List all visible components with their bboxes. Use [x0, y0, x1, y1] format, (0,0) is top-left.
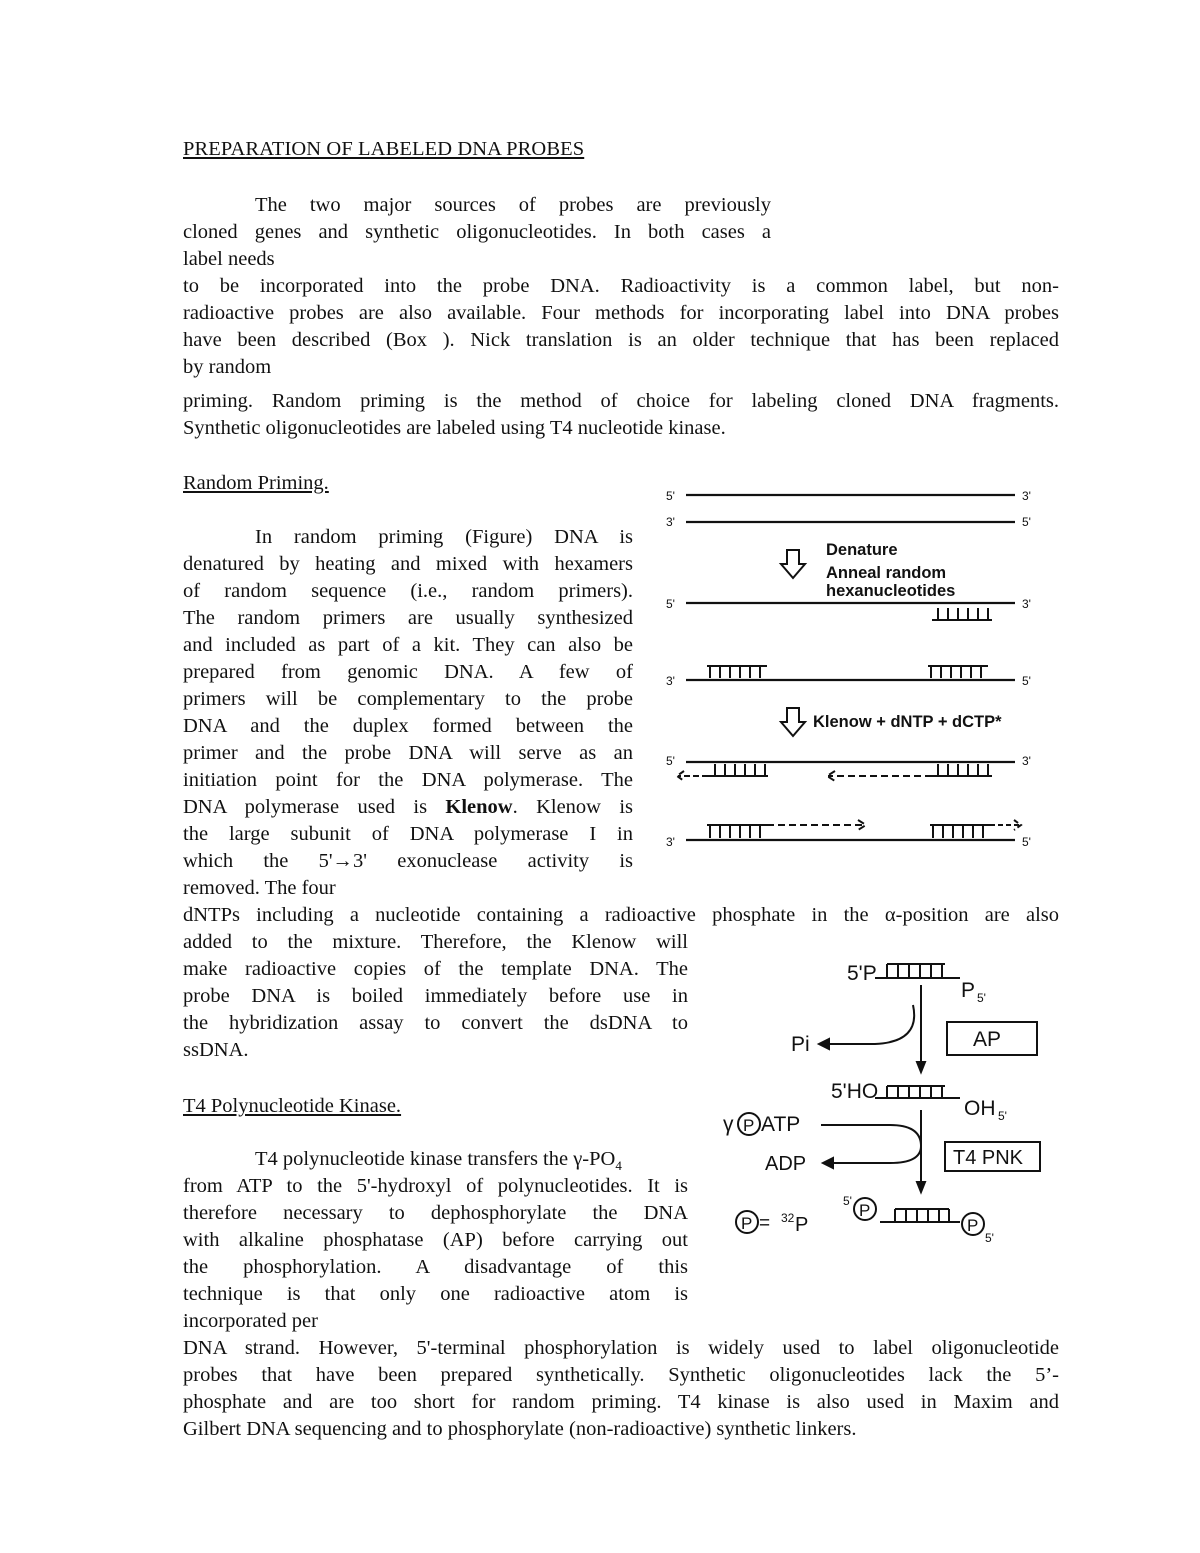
ext-arrow-bot-2 [990, 820, 1021, 830]
end-label-6: 3' [1022, 597, 1031, 611]
t4-line-11: Gilbert DNA sequencing and to phosphorylate (non-radioactive) synthetic linkers. [183, 1418, 857, 1440]
label-oh-sub: 5' [998, 1109, 1007, 1123]
intro-line-3: label needs [183, 248, 275, 270]
po4-subscript: 4 [615, 1158, 622, 1174]
end-label-11: 3' [666, 835, 675, 849]
t4-line-7: incorporated per [183, 1310, 318, 1332]
t4-line-2: from ATP to the 5'-hydroxyl of polynucleotides. It is [183, 1175, 688, 1197]
rp-line-14: removed. The four [183, 877, 336, 899]
primer-3 [928, 666, 988, 678]
t4-line-8: DNA strand. However, 5'-terminal phosphorylation is widely used to label oligonucleotide [183, 1337, 1059, 1359]
end-label-4: 5' [1022, 515, 1031, 529]
end-label-3: 3' [666, 515, 675, 529]
end-label-10: 3' [1022, 754, 1031, 768]
label-t4-pnk: T4 PNK [953, 1147, 1024, 1169]
intro-line-4: to be incorporated into the probe DNA. Radioactivity is a common label, but non- [183, 275, 1059, 297]
label-5ho: 5'HO [831, 1080, 879, 1103]
kinase-figure [715, 950, 1055, 1250]
rp-line-1: In random priming (Figure) DNA is [255, 526, 633, 548]
label-p-bot-left: P [859, 1201, 871, 1220]
random-priming-figure [660, 480, 1060, 850]
step-anneal: Anneal random [826, 564, 947, 582]
intro-line-2: cloned genes and synthetic oligonucleotides. In both cases a [183, 221, 771, 243]
label-atp: ATP [761, 1113, 801, 1136]
oligo-middle [875, 1086, 960, 1098]
rp-line-3: of random sequence (i.e., random primers). [183, 580, 633, 602]
rp-line-12: the large subunit of DNA polymerase I in [183, 823, 633, 845]
rp-line-17: make radioactive copies of the template DNA. The [183, 958, 688, 980]
t4-kinase-heading: T4 Polynucleotide Kinase. [183, 1095, 402, 1117]
intro-line-5: radioactive probes are also available. Four methods for incorporating label into DNA probes [183, 302, 1059, 324]
klenow-bold: Klenow [445, 796, 513, 818]
label-adp: ADP [765, 1153, 807, 1175]
t4-line-3: therefore necessary to dephosphorylate the DNA [183, 1202, 688, 1224]
rp-line-11 [183, 794, 633, 821]
intro-line-1: The two major sources of probes are previously [255, 194, 771, 216]
intro-line-8: priming. Random priming is the method of choice for labeling cloned DNA fragments. [183, 390, 1059, 412]
rp-line-15: dNTPs including a nucleotide containing a radioactive phosphate in the α-position are also [183, 904, 1059, 926]
rp-line-2: denatured by heating and mixed with hexamers [183, 553, 633, 575]
pi-arrow-head [819, 1039, 829, 1049]
label-p-right-sub: 5' [977, 991, 986, 1005]
end-label-1: 5' [666, 489, 675, 503]
label-5p: 5'P [847, 962, 877, 985]
ext-primer-bot-2 [930, 825, 990, 838]
random-priming-heading: Random Priming. [183, 472, 329, 494]
t4-line-10: phosphate and are too short for random priming. T4 kinase is also used in Maxim and [183, 1391, 1059, 1413]
ext-primer-top-1 [708, 764, 768, 776]
label-bot-5: 5' [843, 1194, 852, 1208]
intro-line-9: Synthetic oligonucleotides are labeled using T4 nucleotide kinase. [183, 417, 726, 439]
rp-line-16: added to the mixture. Therefore, the Klenow will [183, 931, 688, 953]
down-arrow-1-head [917, 1062, 925, 1072]
rp-line-13: which the 5'→3' exonuclease activity is [183, 850, 633, 872]
adp-arrow-head [823, 1158, 833, 1168]
rp-line-20: ssDNA. [183, 1039, 249, 1061]
step-denature: Denature [826, 541, 898, 559]
rp-line-5: and included as part of a kit. They can also be [183, 634, 633, 656]
denature-arrow-icon [781, 550, 805, 578]
rp-line-8: DNA and the duplex formed between the [183, 715, 633, 737]
label-bot-right-sub: 5' [985, 1231, 994, 1245]
step-hexanucleotides: hexanucleotides [826, 582, 956, 600]
step-klenow: Klenow + dNTP + dCTP* [813, 713, 1002, 731]
label-ap: AP [973, 1028, 1002, 1051]
rp-line-10: initiation point for the DNA polymerase. The [183, 769, 633, 791]
klenow-arrow-icon [781, 708, 805, 736]
label-p32: P [795, 1214, 809, 1236]
adp-curve [827, 1146, 921, 1163]
primer-1 [932, 608, 992, 620]
label-32: 32 [781, 1211, 795, 1225]
ext-arrow-top-1 [677, 771, 708, 781]
t4-line-9: probes that have been prepared synthetically. Synthetic oligonucleotides lack the 5’- [183, 1364, 1059, 1386]
end-label-7: 3' [666, 674, 675, 688]
oligo-bottom [880, 1209, 960, 1222]
page-title: PREPARATION OF LABELED DNA PROBES [183, 138, 585, 160]
rp-line-7: primers will be complementary to the probe [183, 688, 633, 710]
label-equals: = [759, 1213, 771, 1234]
rp-line-9: primer and the probe DNA will serve as an [183, 742, 633, 764]
ext-arrow-bot-1 [767, 820, 866, 830]
label-gamma: γ [723, 1113, 734, 1136]
rp-klenow-suffix: . Klenow is [512, 796, 633, 818]
pi-curve [823, 1005, 914, 1044]
label-pi: Pi [791, 1033, 810, 1056]
rp-line-4: The random primers are usually synthesized [183, 607, 633, 629]
label-p-right: P [961, 979, 976, 1002]
ext-arrow-top-2 [827, 771, 932, 781]
intro-line-7: by random [183, 356, 272, 378]
label-oh: OH [964, 1097, 996, 1120]
label-p-atp: P [743, 1116, 755, 1135]
t4-line-4: with alkaline phosphatase (AP) before carrying out [183, 1229, 688, 1251]
rp-line-19: the hybridization assay to convert the dsDNA to [183, 1012, 688, 1034]
end-label-9: 5' [666, 754, 675, 768]
ext-primer-top-2 [932, 764, 992, 776]
t4-line-1-text: T4 polynucleotide kinase transfers the γ-PO [255, 1148, 616, 1170]
label-p-bot-right: P [967, 1216, 979, 1235]
atp-line [821, 1125, 921, 1146]
t4-line-5: the phosphorylation. A disadvantage of this [183, 1256, 688, 1278]
end-label-12: 5' [1022, 835, 1031, 849]
end-label-5: 5' [666, 597, 675, 611]
intro-line-6: have been described (Box ). Nick translation is an older technique that has been replaced [183, 329, 1059, 351]
ext-primer-bot-1 [707, 825, 767, 838]
end-label-8: 5' [1022, 674, 1031, 688]
rp-line-6: prepared from genomic DNA. A few of [183, 661, 633, 683]
down-arrow-2-head [917, 1182, 925, 1192]
end-label-2: 3' [1022, 489, 1031, 503]
rp-line-18: probe DNA is boiled immediately before use in [183, 985, 688, 1007]
label-p-legend: P [741, 1214, 753, 1233]
primer-2 [707, 666, 767, 678]
oligo-top [875, 964, 960, 978]
rp-klenow-prefix: DNA polymerase used is [183, 796, 446, 818]
t4-line-6: technique is that only one radioactive atom is [183, 1283, 688, 1305]
